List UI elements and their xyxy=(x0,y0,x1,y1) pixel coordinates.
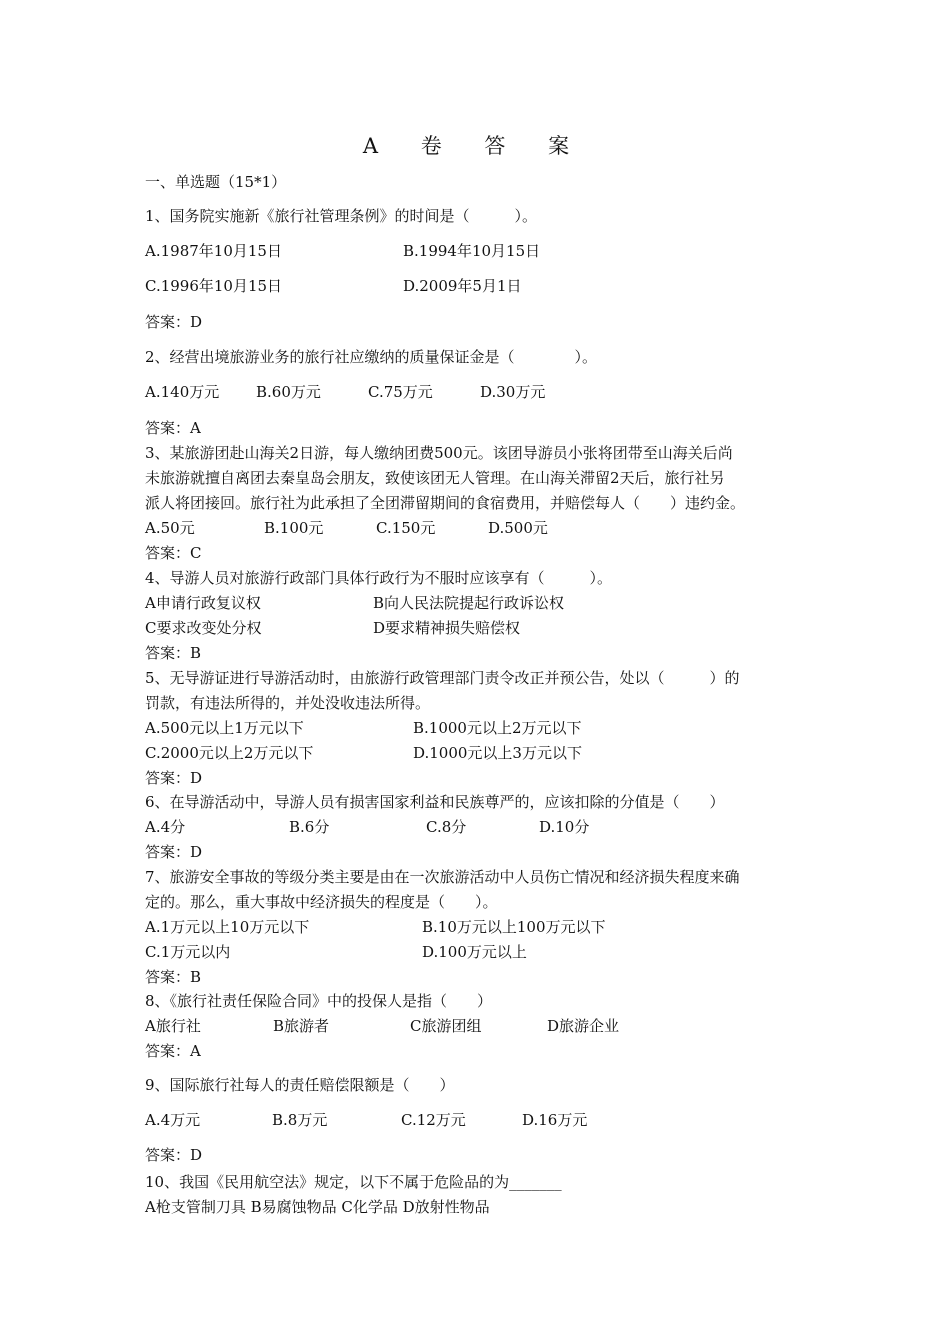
question-1-option-b: B.1994年10月15日 xyxy=(403,242,541,260)
question-9-stem: 9、国际旅行社每人的责任赔偿限额是（ ） xyxy=(145,1076,455,1094)
question-8-option-b: B旅游者 xyxy=(273,1017,330,1035)
question-5-answer: 答案：D xyxy=(145,769,203,787)
question-9-answer: 答案：D xyxy=(145,1146,203,1164)
question-5-stem-line-2: 罚款，有违法所得的，并处没收违法所得。 xyxy=(145,694,431,712)
question-6-option-b: B.6分 xyxy=(289,818,330,836)
question-9-option-c: C.12万元 xyxy=(401,1111,466,1129)
question-5-option-a: A.500元以上1万元以下 xyxy=(145,719,304,737)
question-10-options: A枪支管制刀具 B易腐蚀物品 C化学品 D放射性物品 xyxy=(145,1198,490,1216)
question-1-option-c: C.1996年10月15日 xyxy=(145,277,283,295)
question-4-option-c: C要求改变处分权 xyxy=(145,619,262,637)
question-6-option-c: C.8分 xyxy=(426,818,467,836)
question-4-option-d: D要求精神损失赔偿权 xyxy=(373,619,521,637)
question-4-option-b: B向人民法院提起行政诉讼权 xyxy=(373,594,565,612)
question-7-answer: 答案：B xyxy=(145,968,202,986)
section-heading: 一、单选题（15*1） xyxy=(145,173,287,191)
question-2-stem: 2、经营出境旅游业务的旅行社应缴纳的质量保证金是（ ）。 xyxy=(145,348,598,366)
question-9-option-d: D.16万元 xyxy=(522,1111,588,1129)
question-5-option-d: D.1000元以上3万元以下 xyxy=(413,744,582,762)
question-8-option-c: C旅游团组 xyxy=(410,1017,482,1035)
question-9-option-b: B.8万元 xyxy=(272,1111,328,1129)
question-2-option-a: A.140万元 xyxy=(145,383,220,401)
question-5-stem-line-1: 5、无导游证进行导游活动时，由旅游行政管理部门责令改正并预公告，处以（ ）的 xyxy=(145,669,740,687)
question-10-stem: 10、我国《民用航空法》规定，以下不属于危险品的为_______ xyxy=(145,1173,562,1191)
question-6-stem: 6、在导游活动中，导游人员有损害国家利益和民族尊严的，应该扣除的分值是（ ） xyxy=(145,793,725,811)
question-7-stem-line-2: 定的。那么，重大事故中经济损失的程度是（ ）。 xyxy=(145,893,498,911)
question-5-option-b: B.1000元以上2万元以下 xyxy=(413,719,582,737)
question-2-answer: 答案：A xyxy=(145,419,201,437)
question-3-answer: 答案：C xyxy=(145,544,202,562)
question-3-stem-line-1: 3、某旅游团赴山海关2日游，每人缴纳团费500元。该团导游员小张将团带至山海关后尚 xyxy=(145,444,733,462)
question-3-option-c: C.150元 xyxy=(376,519,436,537)
question-9-option-a: A.4万元 xyxy=(145,1111,201,1129)
question-1-stem: 1、国务院实施新《旅行社管理条例》的时间是（ ）。 xyxy=(145,207,538,225)
question-3-option-b: B.100元 xyxy=(264,519,324,537)
question-1-option-a: A.1987年10月15日 xyxy=(145,242,282,260)
question-2-option-c: C.75万元 xyxy=(368,383,433,401)
question-7-option-b: B.10万元以上100万元以下 xyxy=(422,918,606,936)
question-7-option-a: A.1万元以上10万元以下 xyxy=(145,918,310,936)
question-4-option-a: A申请行政复议权 xyxy=(145,594,261,612)
question-3-option-d: D.500元 xyxy=(488,519,548,537)
question-4-answer: 答案：B xyxy=(145,644,202,662)
question-3-option-a: A.50元 xyxy=(145,519,195,537)
question-6-option-d: D.10分 xyxy=(539,818,590,836)
question-8-option-d: D旅游企业 xyxy=(547,1017,620,1035)
question-6-option-a: A.4分 xyxy=(145,818,186,836)
question-8-stem: 8、《旅行社责任保险合同》中的投保人是指（ ） xyxy=(145,992,493,1010)
question-3-stem-line-2: 未旅游就擅自离团去秦皇岛会朋友，致使该团无人管理。在山海关滞留2天后，旅行社另 xyxy=(145,469,725,487)
question-4-stem: 4、导游人员对旅游行政部门具体行政行为不服时应该享有（ ）。 xyxy=(145,569,613,587)
question-7-option-d: D.100万元以上 xyxy=(422,943,527,961)
question-1-answer: 答案：D xyxy=(145,313,203,331)
question-5-option-c: C.2000元以上2万元以下 xyxy=(145,744,314,762)
question-2-option-b: B.60万元 xyxy=(256,383,321,401)
question-8-answer: 答案：A xyxy=(145,1042,201,1060)
question-1-option-d: D.2009年5月1日 xyxy=(403,277,522,295)
question-3-stem-line-3: 派人将团接回。旅行社为此承担了全团滞留期间的食宿费用，并赔偿每人（ ）违约金。 xyxy=(145,494,746,512)
question-2-option-d: D.30万元 xyxy=(480,383,546,401)
question-7-option-c: C.1万元以内 xyxy=(145,943,231,961)
page-title: A 卷 答 案 xyxy=(362,134,588,158)
question-8-option-a: A旅行社 xyxy=(145,1017,201,1035)
question-6-answer: 答案：D xyxy=(145,843,203,861)
question-7-stem-line-1: 7、旅游安全事故的等级分类主要是由在一次旅游活动中人员伤亡情况和经济损失程度来确 xyxy=(145,868,740,886)
